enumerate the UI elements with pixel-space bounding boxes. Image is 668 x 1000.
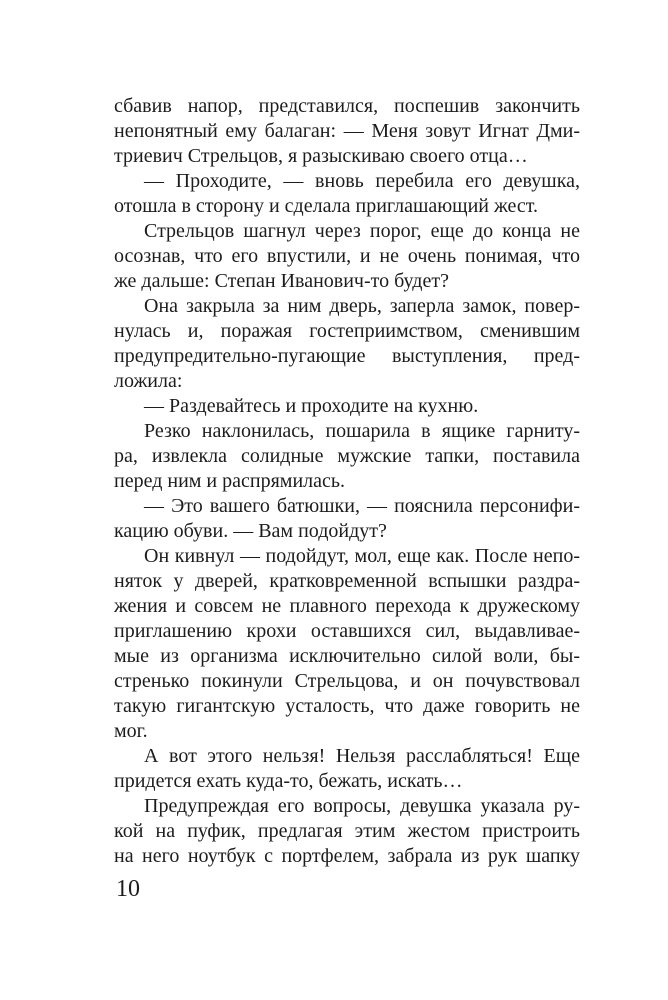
text-line: на него ноутбук с портфелем, забрала из рук шапку bbox=[114, 845, 580, 867]
text-line: же дальше: Степан Иванович-то будет? bbox=[114, 270, 449, 292]
text-line: кацию обуви. — Вам подойдут? bbox=[114, 520, 387, 542]
text-line: предупредительно-пугающие выступления, пред- bbox=[114, 345, 580, 367]
text-line: нулась и, поражая гостеприимством, сменившим bbox=[114, 320, 580, 342]
text-line: — Проходите, — вновь перебила его девушка, bbox=[144, 170, 580, 192]
paragraph bbox=[114, 294, 580, 394]
text-line: такую гигантскую усталость, что даже говорить не bbox=[114, 695, 580, 717]
text-line: триевич Стрельцов, я разыскиваю своего отца… bbox=[114, 145, 528, 167]
text-line: Она закрыла за ним дверь, заперла замок, повер- bbox=[144, 295, 580, 317]
text-line: перед ним и распрямилась. bbox=[114, 470, 346, 492]
text-line: жения и совсем не плавного перехода к дружескому bbox=[114, 595, 580, 617]
paragraph bbox=[114, 219, 580, 294]
paragraph bbox=[114, 544, 580, 744]
text-line: Он кивнул — подойдут, мол, еще как. После непо- bbox=[144, 545, 580, 567]
text-line: Предупреждая его вопросы, девушка указала ру- bbox=[144, 795, 580, 817]
text-line: няток у дверей, кратковременной вспышки раздра- bbox=[114, 570, 580, 592]
paragraph bbox=[114, 494, 580, 544]
text-line: ра, извлекла солидные мужские тапки, поставила bbox=[114, 445, 580, 467]
text-line: — Это вашего батюшки, — пояснила персонифи- bbox=[144, 495, 580, 517]
page-number: 10 bbox=[116, 876, 140, 902]
text-line: Стрельцов шагнул через порог, еще до конца не bbox=[144, 220, 580, 242]
text-line: мые из организма исключительно силой воли, бы- bbox=[114, 645, 580, 667]
paragraph bbox=[114, 94, 580, 169]
text-line: придется ехать куда-то, бежать, искать… bbox=[114, 770, 463, 792]
page-text-block bbox=[114, 94, 580, 869]
text-line: непонятный ему балаган: — Меня зовут Игнат Дми- bbox=[114, 120, 580, 142]
paragraph bbox=[114, 419, 580, 494]
text-line: отошла в сторону и сделала приглашающий жест. bbox=[114, 195, 539, 217]
text-line: мог. bbox=[114, 720, 148, 742]
paragraph bbox=[114, 744, 580, 794]
text-line: кой на пуфик, предлагая этим жестом пристроить bbox=[114, 820, 580, 842]
text-line: А вот этого нельзя! Нельзя расслабляться! Еще bbox=[144, 745, 580, 767]
text-line: приглашению крохи оставшихся сил, выдавливае- bbox=[114, 620, 580, 642]
text-line: — Раздевайтесь и проходите на кухню. bbox=[144, 395, 479, 417]
text-line: стренько покинули Стрельцова, и он почувствовал bbox=[114, 670, 580, 692]
text-line: ложила: bbox=[114, 370, 183, 392]
paragraph bbox=[114, 394, 580, 419]
text-line: Резко наклонилась, пошарила в ящике гарниту- bbox=[144, 420, 580, 442]
paragraph bbox=[114, 794, 580, 869]
text-line: осознав, что его впустили, и не очень понимая, что bbox=[114, 245, 580, 267]
text-line: сбавив напор, представился, поспешив закончить bbox=[114, 95, 580, 117]
paragraph bbox=[114, 169, 580, 219]
